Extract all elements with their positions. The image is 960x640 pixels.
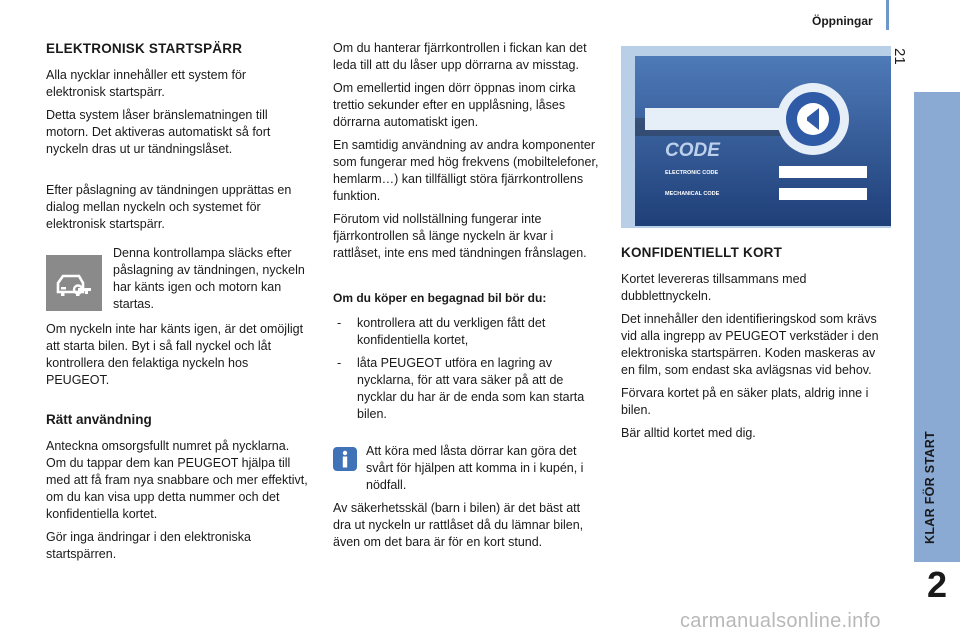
confidential-card-illustration [621,46,891,228]
card-mechanical-code-label: MECHANICAL CODE [665,191,720,197]
paragraph: Alla nycklar innehåller ett system för elektronisk startspärr. [46,68,247,99]
watermark: carmanualsonline.info [680,610,881,632]
paragraph: Om du hanterar fjärrkontrollen i fickan kan det leda till att du låser upp dörrarna av misstag. [333,41,587,72]
chapter-strip [914,92,960,562]
paragraph: Denna kontrollampa släcks efter påslagning av tändningen, nyckeln har känts igen och motorn kan startas. [113,246,305,311]
column-left [46,40,308,569]
paragraph: Förutom vid nollställning fungerar inte fjärrkontrollen så länge nyckeln är kvar i rattlåset, inte ens med tändningen frånslagen. [333,212,587,260]
column-right [621,244,889,448]
paragraph: Kortet levereras tillsammans med dubblettnyckeln. [621,272,807,303]
page-number: 21 [891,48,908,65]
card-code-label: CODE [665,140,720,161]
header-accent-bar [886,0,889,30]
paragraph: Om nyckeln inte har känts igen, är det omöjligt att starta bilen. Byt i så fall nyckel och låt kontrollera den felaktiga nyckeln hos PEUGEOT. [46,322,304,387]
warning-lamp-note [46,245,308,315]
paragraph: Att köra med låsta dörrar kan göra det svårt för hjälpen att komma in i kupén, i nödfall. [366,444,584,492]
paragraph: Anteckna omsorgsfullt numret på nycklarna. Om du tappar dem kan PEUGEOT hjälpa till med att få fram nya snabbare och mer effektivt, om du kan visa upp detta nummer och det konfidentiella kortet. [46,439,308,521]
info-note [333,443,601,494]
mechanical-code-field [779,188,867,200]
list-item: - kontrollera att du verkligen fått det konfidentiella kortet, [333,315,601,349]
section-title-immobiliser: ELEKTRONISK STARTSPÄRR [46,41,243,56]
chapter-number: 2 [914,562,960,608]
info-icon [333,447,357,471]
paragraph: En samtidig användning av andra komponenter som fungerar med hög frekvens (mobiltelefoner, hemlarm…) kan tillfälligt störa fjärrkontrollens funktion. [333,138,599,203]
paragraph: Bär alltid kortet med dig. [621,426,756,440]
subsection-title-correct-use: Rätt användning [46,412,152,427]
column-middle [333,40,601,557]
paragraph: Gör inga ändringar i den elektroniska startspärren. [46,530,251,561]
section-title-confidential-card: KONFIDENTIELLT KORT [621,245,783,260]
paragraph: Det innehåller den identifieringskod som krävs vid alla ingrepp av PEUGEOT verkstäder i den elektroniska startspärren. Koden maskeras av en film, som endast ska avlägsnas vid behov. [621,312,879,377]
used-car-heading: Om du köper en begagnad bil bör du: [333,291,547,305]
chapter-title: KLAR FÖR START [923,431,937,544]
list-item: - låta PEUGEOT utföra en lagring av nycklarna, för att vara säker på att de nycklar du har är de enda som kan starta bilen. [333,355,601,423]
paragraph: Om emellertid ingen dörr öppnas inom cirka trettio sekunder efter en upplåsning, låses dörrarna automatiskt igen. [333,81,576,129]
header-section-label: Öppningar [812,14,873,28]
used-car-list [333,315,601,423]
paragraph: Av säkerhetsskäl (barn i bilen) är det bäst att dra ut nyckeln ur rattlåset då du lämnar bilen, även om det bara är för en kort stund. [333,501,584,549]
immobiliser-warning-lamp-icon [46,255,102,311]
paragraph: Efter påslagning av tändningen upprättas en dialog mellan nyckeln och systemet för elektronisk startspärr. [46,183,292,231]
card-electronic-code-label: ELECTRONIC CODE [665,170,719,176]
paragraph: Detta system låser bränslematningen till motorn. Det aktiveras automatiskt så fort nyckeln dras ut ur tändningslåset. [46,108,271,156]
electronic-code-field [779,166,867,178]
paragraph: Förvara kortet på en säker plats, aldrig inne i bilen. [621,386,869,417]
